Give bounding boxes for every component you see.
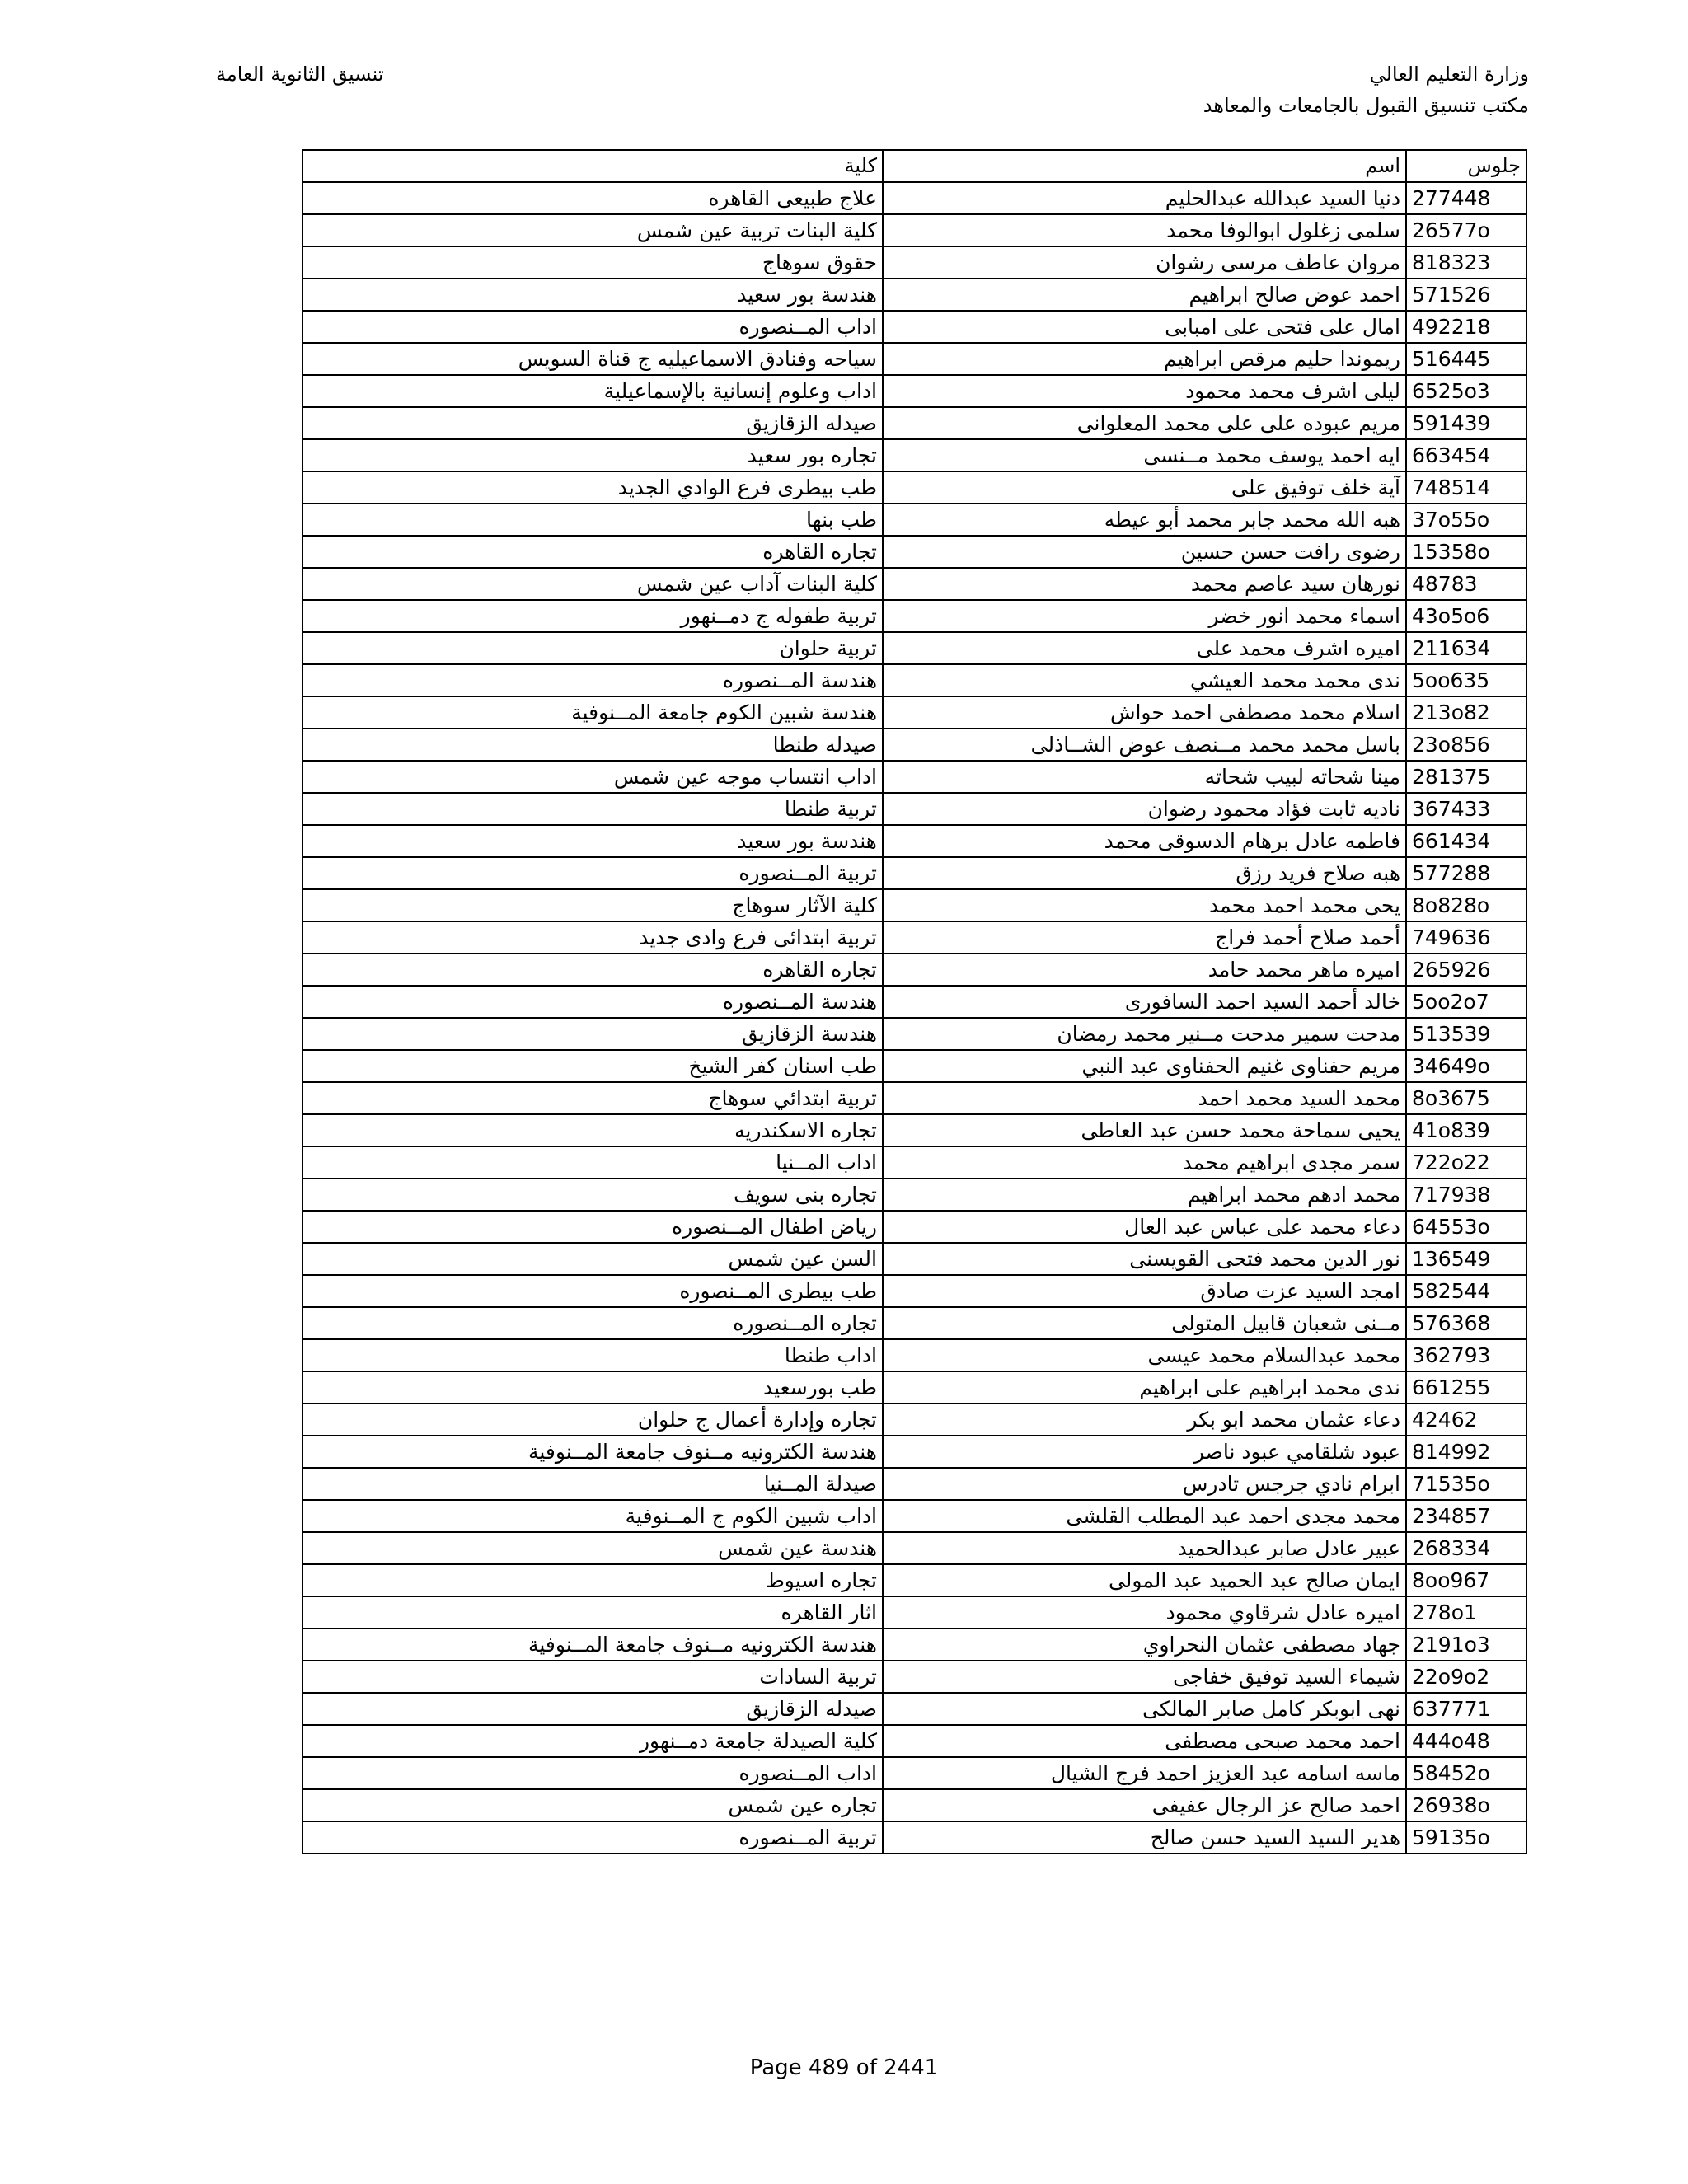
seat-number-cell: 278o1 — [1406, 1596, 1526, 1629]
faculty-cell: صيدله الزقازيق — [302, 407, 883, 439]
student-name-cell: احمد عوض صالح ابراهيم — [883, 279, 1406, 311]
student-name-cell: مريم حفناوى غنيم الحفناوى عبد النبي — [883, 1050, 1406, 1082]
student-name-cell: امجد السيد عزت صادق — [883, 1275, 1406, 1307]
seat-number-cell: 5oo2o7 — [1406, 986, 1526, 1018]
page-number: Page 489 of 2441 — [749, 2055, 939, 2080]
table-row — [302, 1725, 1526, 1757]
student-name-cell: خالد أحمد السيد احمد السافورى — [883, 986, 1406, 1018]
table-row — [302, 1821, 1526, 1854]
student-name-cell: فاطمه عادل برهام الدسوقى محمد — [883, 825, 1406, 857]
seat-number-cell: 362793 — [1406, 1339, 1526, 1371]
student-name-cell: اميره ماهر محمد حامد — [883, 954, 1406, 986]
table-row — [302, 664, 1526, 696]
table-row — [302, 407, 1526, 439]
seat-number-cell: 41o839 — [1406, 1114, 1526, 1146]
table-row — [302, 1629, 1526, 1661]
seat-number-cell: 637771 — [1406, 1693, 1526, 1725]
column-header-seat: جلوس — [1406, 150, 1526, 182]
student-name-cell: ابرام نادي جرجس تادرس — [883, 1468, 1406, 1500]
student-name-cell: ريموندا حليم مرقص ابراهيم — [883, 343, 1406, 375]
seat-number-cell: 71535o — [1406, 1468, 1526, 1500]
column-header-name: اسم — [883, 150, 1406, 182]
faculty-cell: اداب انتساب موجه عين شمس — [302, 761, 883, 793]
table-row — [302, 311, 1526, 343]
table-row — [302, 1307, 1526, 1339]
faculty-cell: تربية المــنصوره — [302, 857, 883, 889]
column-header-faculty: كلية — [302, 150, 883, 182]
table-row — [302, 632, 1526, 664]
table-row — [302, 696, 1526, 729]
faculty-cell: هندسة المــنصوره — [302, 986, 883, 1018]
faculty-cell: صيدله طنطا — [302, 729, 883, 761]
faculty-cell: تربية السادات — [302, 1661, 883, 1693]
student-name-cell: ايه احمد يوسف محمد مــنسى — [883, 439, 1406, 471]
faculty-cell: هندسة بور سعيد — [302, 825, 883, 857]
faculty-cell: طب بيطرى فرع الوادي الجديد — [302, 471, 883, 504]
table-row — [302, 1404, 1526, 1436]
faculty-cell: هندسة المــنصوره — [302, 664, 883, 696]
seat-number-cell: 59135o — [1406, 1821, 1526, 1854]
faculty-cell: هندسة عين شمس — [302, 1532, 883, 1564]
student-name-cell: نور الدين محمد فتحى القويسنى — [883, 1243, 1406, 1275]
student-name-cell: عبود شلقامي عبود ناصر — [883, 1436, 1406, 1468]
table-row — [302, 1179, 1526, 1211]
faculty-cell: هندسة الكترونيه مــنوف جامعة المــنوفية — [302, 1629, 883, 1661]
faculty-cell: علاج طبيعى القاهره — [302, 182, 883, 214]
student-name-cell: مــنى شعبان قابيل المتولى — [883, 1307, 1406, 1339]
student-name-cell: رضوى رافت حسن حسين — [883, 536, 1406, 568]
seat-number-cell: 663454 — [1406, 439, 1526, 471]
table-row — [302, 954, 1526, 986]
table-row — [302, 1371, 1526, 1404]
table-row — [302, 1500, 1526, 1532]
student-name-cell: نهى ابوبكر كامل صابر المالكى — [883, 1693, 1406, 1725]
faculty-cell: تربية ابتدائى فرع وادى جديد — [302, 921, 883, 954]
faculty-cell: صيدلة المــنيا — [302, 1468, 883, 1500]
table-row — [302, 1243, 1526, 1275]
student-name-cell: محمد ادهم محمد ابراهيم — [883, 1179, 1406, 1211]
seat-number-cell: 22o9o2 — [1406, 1661, 1526, 1693]
seat-number-cell: 234857 — [1406, 1500, 1526, 1532]
seat-number-cell: 571526 — [1406, 279, 1526, 311]
faculty-cell: كلية البنات آداب عين شمس — [302, 568, 883, 600]
seat-number-cell: 6525o3 — [1406, 375, 1526, 407]
faculty-cell: صيدله الزقازيق — [302, 1693, 883, 1725]
student-name-cell: ايمان صالح عبد الحميد عبد المولى — [883, 1564, 1406, 1596]
table-row — [302, 375, 1526, 407]
student-name-cell: شيماء السيد توفيق خفاجى — [883, 1661, 1406, 1693]
faculty-cell: تجاره بور سعيد — [302, 439, 883, 471]
table-row — [302, 921, 1526, 954]
faculty-cell: هندسة الكترونيه مــنوف جامعة المــنوفية — [302, 1436, 883, 1468]
faculty-cell: طب بيطرى المــنصوره — [302, 1275, 883, 1307]
table-row — [302, 729, 1526, 761]
seat-number-cell: 58452o — [1406, 1757, 1526, 1789]
table-row — [302, 1114, 1526, 1146]
table-row — [302, 1596, 1526, 1629]
seat-number-cell: 281375 — [1406, 761, 1526, 793]
table-header-row — [302, 150, 1526, 182]
table-row — [302, 1789, 1526, 1821]
seat-number-cell: 661255 — [1406, 1371, 1526, 1404]
student-name-cell: هبه صلاح فريد رزق — [883, 857, 1406, 889]
student-name-cell: باسل محمد محمد مــنصف عوض الشــاذلى — [883, 729, 1406, 761]
student-name-cell: مريم عبوده على على محمد المعلوانى — [883, 407, 1406, 439]
table-row — [302, 279, 1526, 311]
faculty-cell: كلية البنات تربية عين شمس — [302, 214, 883, 246]
faculty-cell: هندسة الزقازيق — [302, 1018, 883, 1050]
student-name-cell: احمد صالح عز الرجال عفيفى — [883, 1789, 1406, 1821]
seat-number-cell: 576368 — [1406, 1307, 1526, 1339]
student-name-cell: آية خلف توفيق على — [883, 471, 1406, 504]
student-name-cell: يحيى سماحة محمد حسن عبد العاطى — [883, 1114, 1406, 1146]
seat-number-cell: 23o856 — [1406, 729, 1526, 761]
student-name-cell: ناديه ثابت فؤاد محمود رضوان — [883, 793, 1406, 825]
seat-number-cell: 513539 — [1406, 1018, 1526, 1050]
table-row — [302, 568, 1526, 600]
seat-number-cell: 42462 — [1406, 1404, 1526, 1436]
faculty-cell: تجاره المــنصوره — [302, 1307, 883, 1339]
table-row — [302, 1050, 1526, 1082]
seat-number-cell: 818323 — [1406, 246, 1526, 279]
faculty-cell: تجاره عين شمس — [302, 1789, 883, 1821]
faculty-cell: طب اسنان كفر الشيخ — [302, 1050, 883, 1082]
student-name-cell: هبه الله محمد جابر محمد أبو عيطه — [883, 504, 1406, 536]
seat-number-cell: 492218 — [1406, 311, 1526, 343]
faculty-cell: السن عين شمس — [302, 1243, 883, 1275]
seat-number-cell: 26938o — [1406, 1789, 1526, 1821]
table-row — [302, 471, 1526, 504]
seat-number-cell: 749636 — [1406, 921, 1526, 954]
faculty-cell: هندسة شبين الكوم جامعة المــنوفية — [302, 696, 883, 729]
table-row — [302, 793, 1526, 825]
faculty-cell: اداب المــنيا — [302, 1146, 883, 1179]
student-name-cell: يحى محمد احمد محمد — [883, 889, 1406, 921]
faculty-cell: اداب المــنصوره — [302, 1757, 883, 1789]
student-name-cell: نورهان سيد عاصم محمد — [883, 568, 1406, 600]
faculty-cell: رياض اطفال المــنصوره — [302, 1211, 883, 1243]
ministry-title: وزارة التعليم العالي — [1369, 63, 1529, 86]
student-name-cell: سلمى زغلول ابوالوفا محمد — [883, 214, 1406, 246]
seat-number-cell: 722o22 — [1406, 1146, 1526, 1179]
student-name-cell: مروان عاطف مرسى رشوان — [883, 246, 1406, 279]
faculty-cell: سياحه وفنادق الاسماعيليه ج قناة السويس — [302, 343, 883, 375]
table-row — [302, 857, 1526, 889]
seat-number-cell: 661434 — [1406, 825, 1526, 857]
table-row — [302, 1082, 1526, 1114]
student-name-cell: هدير السيد السيد حسن صالح — [883, 1821, 1406, 1854]
seat-number-cell: 444o48 — [1406, 1725, 1526, 1757]
table-row — [302, 536, 1526, 568]
table-row — [302, 1339, 1526, 1371]
seat-number-cell: 37o55o — [1406, 504, 1526, 536]
seat-number-cell: 814992 — [1406, 1436, 1526, 1468]
table-row — [302, 1693, 1526, 1725]
seat-number-cell: 8o828o — [1406, 889, 1526, 921]
student-name-cell: دعاء محمد على عباس عبد العال — [883, 1211, 1406, 1243]
seat-number-cell: 43o5o6 — [1406, 600, 1526, 632]
student-name-cell: ندى محمد ابراهيم على ابراهيم — [883, 1371, 1406, 1404]
student-name-cell: محمد مجدى احمد عبد المطلب القلشى — [883, 1500, 1406, 1532]
table-row — [302, 889, 1526, 921]
table-row — [302, 825, 1526, 857]
seat-number-cell: 582544 — [1406, 1275, 1526, 1307]
faculty-cell: طب بنها — [302, 504, 883, 536]
student-name-cell: احمد محمد صبحى مصطفى — [883, 1725, 1406, 1757]
student-name-cell: دنيا السيد عبدالله عبدالحليم — [883, 182, 1406, 214]
coordination-title: تنسيق الثانوية العامة — [216, 63, 384, 86]
faculty-cell: اداب المــنصوره — [302, 311, 883, 343]
table-row — [302, 439, 1526, 471]
seat-number-cell: 265926 — [1406, 954, 1526, 986]
seat-number-cell: 277448 — [1406, 182, 1526, 214]
student-name-cell: مدحت سمير مدحت مــنير محمد رمضان — [883, 1018, 1406, 1050]
student-name-cell: ندى محمد محمد العيشي — [883, 664, 1406, 696]
table-row — [302, 1532, 1526, 1564]
seat-number-cell: 591439 — [1406, 407, 1526, 439]
table-row — [302, 986, 1526, 1018]
seat-number-cell: 213o82 — [1406, 696, 1526, 729]
seat-number-cell: 136549 — [1406, 1243, 1526, 1275]
table-row — [302, 214, 1526, 246]
faculty-cell: تجاره القاهره — [302, 954, 883, 986]
faculty-cell: اداب شبين الكوم ج المــنوفية — [302, 1500, 883, 1532]
seat-number-cell: 48783 — [1406, 568, 1526, 600]
table-row — [302, 1468, 1526, 1500]
seat-number-cell: 8oo967 — [1406, 1564, 1526, 1596]
student-name-cell: سمر مجدى ابراهيم محمد — [883, 1146, 1406, 1179]
seat-number-cell: 748514 — [1406, 471, 1526, 504]
faculty-cell: هندسة بور سعيد — [302, 279, 883, 311]
table-row — [302, 1757, 1526, 1789]
seat-number-cell: 516445 — [1406, 343, 1526, 375]
student-name-cell: محمد عبدالسلام محمد عيسى — [883, 1339, 1406, 1371]
table-row — [302, 343, 1526, 375]
seat-number-cell: 8o3675 — [1406, 1082, 1526, 1114]
seat-number-cell: 211634 — [1406, 632, 1526, 664]
table-row — [302, 1661, 1526, 1693]
student-name-cell: ليلى اشرف محمد محمود — [883, 375, 1406, 407]
faculty-cell: تربية المــنصوره — [302, 1821, 883, 1854]
faculty-cell: تربية ابتدائي سوهاج — [302, 1082, 883, 1114]
seat-number-cell: 2191o3 — [1406, 1629, 1526, 1661]
student-name-cell: محمد السيد محمد احمد — [883, 1082, 1406, 1114]
student-name-cell: جهاد مصطفى عثمان النحراوي — [883, 1629, 1406, 1661]
table-row — [302, 182, 1526, 214]
seat-number-cell: 717938 — [1406, 1179, 1526, 1211]
student-name-cell: اسماء محمد انور خضر — [883, 600, 1406, 632]
student-name-cell: امال على فتحى على امبابى — [883, 311, 1406, 343]
seat-number-cell: 577288 — [1406, 857, 1526, 889]
table-row — [302, 246, 1526, 279]
table-row — [302, 761, 1526, 793]
table-row — [302, 1146, 1526, 1179]
seat-number-cell: 15358o — [1406, 536, 1526, 568]
faculty-cell: تربية طفوله ج دمــنهور — [302, 600, 883, 632]
seat-number-cell: 64553o — [1406, 1211, 1526, 1243]
faculty-cell: اثار القاهره — [302, 1596, 883, 1629]
faculty-cell: حقوق سوهاج — [302, 246, 883, 279]
faculty-cell: تجاره اسيوط — [302, 1564, 883, 1596]
seat-number-cell: 34649o — [1406, 1050, 1526, 1082]
table-row — [302, 1564, 1526, 1596]
student-name-cell: اسلام محمد مصطفى احمد حواش — [883, 696, 1406, 729]
faculty-cell: اداب طنطا — [302, 1339, 883, 1371]
table-row — [302, 600, 1526, 632]
faculty-cell: تجاره القاهره — [302, 536, 883, 568]
faculty-cell: تجاره بنى سويف — [302, 1179, 883, 1211]
faculty-cell: كلية الآثار سوهاج — [302, 889, 883, 921]
faculty-cell: تربية حلوان — [302, 632, 883, 664]
faculty-cell: كلية الصيدلة جامعة دمــنهور — [302, 1725, 883, 1757]
table-row — [302, 1436, 1526, 1468]
table-row — [302, 1211, 1526, 1243]
student-name-cell: مينا شحاته لبيب شحاته — [883, 761, 1406, 793]
seat-number-cell: 5oo635 — [1406, 664, 1526, 696]
faculty-cell: طب بورسعيد — [302, 1371, 883, 1404]
student-name-cell: اميره عادل شرقاوي محمود — [883, 1596, 1406, 1629]
student-name-cell: أحمد صلاح أحمد فراج — [883, 921, 1406, 954]
student-name-cell: اميره اشرف محمد على — [883, 632, 1406, 664]
results-table-body — [302, 150, 1526, 1854]
office-title: مكتب تنسيق القبول بالجامعات والمعاهد — [1203, 94, 1529, 117]
seat-number-cell: 367433 — [1406, 793, 1526, 825]
faculty-cell: تجاره وإدارة أعمال ج حلوان — [302, 1404, 883, 1436]
student-name-cell: ماسه اسامه عبد العزيز احمد فرج الشيال — [883, 1757, 1406, 1789]
table-row — [302, 504, 1526, 536]
results-table — [302, 149, 1527, 1854]
table-row — [302, 1018, 1526, 1050]
table-row — [302, 1275, 1526, 1307]
faculty-cell: تربية طنطا — [302, 793, 883, 825]
seat-number-cell: 268334 — [1406, 1532, 1526, 1564]
student-name-cell: عبير عادل صابر عبدالحميد — [883, 1532, 1406, 1564]
seat-number-cell: 26577o — [1406, 214, 1526, 246]
student-name-cell: دعاء عثمان محمد ابو بكر — [883, 1404, 1406, 1436]
faculty-cell: اداب وعلوم إنسانية بالإسماعيلية — [302, 375, 883, 407]
faculty-cell: تجاره الاسكندريه — [302, 1114, 883, 1146]
